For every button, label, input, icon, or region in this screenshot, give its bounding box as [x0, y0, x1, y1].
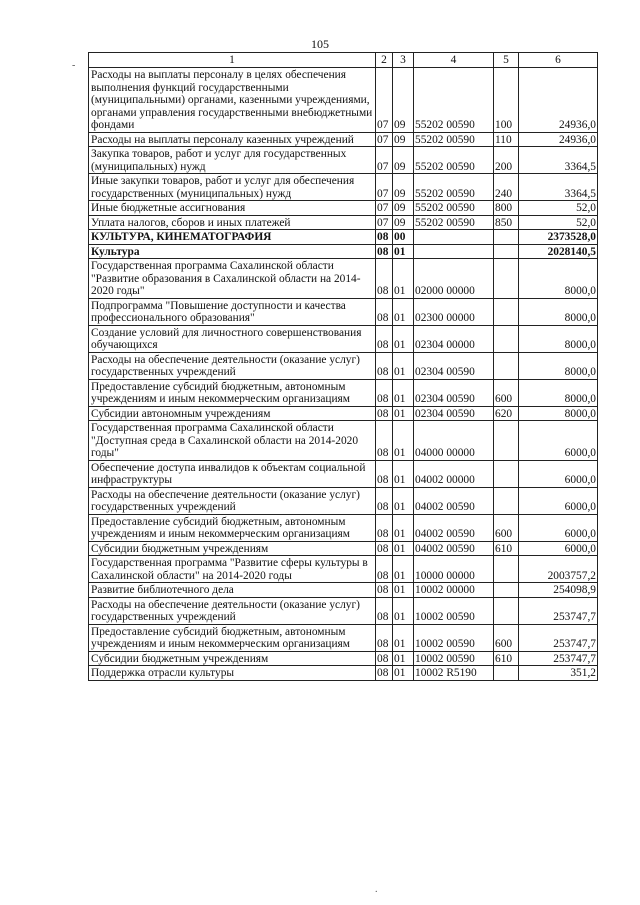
table-row — [89, 406, 598, 421]
section-code: 08 — [376, 487, 393, 514]
amount-value: 254098,9 — [519, 583, 598, 598]
row-description: Расходы на обеспечение деятельности (оказание услуг) государственных учреждений — [89, 487, 376, 514]
subsection-code: 09 — [393, 132, 414, 147]
subsection-code: 01 — [393, 298, 414, 325]
section-code: 08 — [376, 556, 393, 583]
subsection-code: 01 — [393, 460, 414, 487]
table-row — [89, 651, 598, 666]
target-article-code: 04002 00590 — [414, 487, 494, 514]
amount-value: 253747,7 — [519, 651, 598, 666]
table-row — [89, 352, 598, 379]
target-article-code: 04002 00590 — [414, 514, 494, 541]
target-article-code: 55202 00590 — [414, 68, 494, 133]
amount-value: 2028140,5 — [519, 244, 598, 259]
table-row — [89, 597, 598, 624]
expense-type-code — [494, 460, 519, 487]
table-row — [89, 541, 598, 556]
subsection-code: 01 — [393, 666, 414, 681]
section-code: 08 — [376, 325, 393, 352]
subsection-code: 01 — [393, 541, 414, 556]
target-article-code: 04000 00000 — [414, 421, 494, 461]
expense-type-code: 600 — [494, 379, 519, 406]
row-description: Предоставление субсидий бюджетным, автономным учреждениям и иным некоммерческим организациям — [89, 624, 376, 651]
row-description: Создание условий для личностного совершенствования обучающихся — [89, 325, 376, 352]
subsection-code: 01 — [393, 514, 414, 541]
subsection-code: 01 — [393, 406, 414, 421]
table-row — [89, 514, 598, 541]
section-code: 07 — [376, 132, 393, 147]
target-article-code: 02304 00590 — [414, 352, 494, 379]
section-code: 08 — [376, 666, 393, 681]
expense-type-code: 620 — [494, 406, 519, 421]
expense-type-code: 610 — [494, 541, 519, 556]
amount-value: 52,0 — [519, 201, 598, 216]
target-article-code — [414, 230, 494, 245]
expense-type-code — [494, 298, 519, 325]
row-description: Поддержка отрасли культуры — [89, 666, 376, 681]
subsection-code: 01 — [393, 487, 414, 514]
margin-mark: - — [72, 60, 76, 71]
row-description: КУЛЬТУРА, КИНЕМАТОГРАФИЯ — [89, 230, 376, 245]
subsection-code: 09 — [393, 68, 414, 133]
expense-type-code: 600 — [494, 624, 519, 651]
amount-value: 3364,5 — [519, 174, 598, 201]
subsection-code: 09 — [393, 174, 414, 201]
subsection-code: 01 — [393, 379, 414, 406]
subsection-code: 09 — [393, 147, 414, 174]
expense-type-code — [494, 597, 519, 624]
expense-type-code — [494, 556, 519, 583]
amount-value: 253747,7 — [519, 597, 598, 624]
expense-type-code: 610 — [494, 651, 519, 666]
target-article-code: 04002 00590 — [414, 541, 494, 556]
table-row — [89, 421, 598, 461]
expense-type-code — [494, 583, 519, 598]
subsection-code: 01 — [393, 352, 414, 379]
amount-value: 52,0 — [519, 215, 598, 230]
footer-mark: . — [375, 884, 378, 895]
row-description: Субсидии бюджетным учреждениям — [89, 651, 376, 666]
section-code: 08 — [376, 624, 393, 651]
amount-value: 8000,0 — [519, 352, 598, 379]
expense-type-code: 240 — [494, 174, 519, 201]
expense-type-code — [494, 421, 519, 461]
header-cell-2: 2 — [376, 53, 393, 68]
subsection-code: 01 — [393, 259, 414, 299]
row-description: Расходы на выплаты персоналу казенных учреждений — [89, 132, 376, 147]
section-code: 08 — [376, 230, 393, 245]
header-cell-5: 5 — [494, 53, 519, 68]
subsection-code: 01 — [393, 325, 414, 352]
table-row — [89, 132, 598, 147]
subsection-code: 00 — [393, 230, 414, 245]
header-cell-3: 3 — [393, 53, 414, 68]
section-code: 08 — [376, 597, 393, 624]
header-cell-6: 6 — [519, 53, 598, 68]
target-article-code: 02304 00000 — [414, 325, 494, 352]
section-code: 08 — [376, 352, 393, 379]
expense-type-code — [494, 487, 519, 514]
target-article-code: 10002 00590 — [414, 624, 494, 651]
row-description: Предоставление субсидий бюджетным, автономным учреждениям и иным некоммерческим организациям — [89, 379, 376, 406]
row-description: Государственная программа Сахалинской области "Развитие образования в Сахалинской области на 2014-2020 годы" — [89, 259, 376, 299]
target-article-code: 10002 00590 — [414, 597, 494, 624]
row-description: Расходы на выплаты персоналу в целях обеспечения выполнения функций государственными (муниципальными) органами, казенными учреждениями, органами управления государственными внебюджетными фондами — [89, 68, 376, 133]
subsection-code: 01 — [393, 244, 414, 259]
section-code: 07 — [376, 201, 393, 216]
amount-value: 8000,0 — [519, 406, 598, 421]
subsection-code: 01 — [393, 556, 414, 583]
row-description: Государственная программа "Развитие сферы культуры в Сахалинской области" на 2014-2020 годы — [89, 556, 376, 583]
expense-type-code: 850 — [494, 215, 519, 230]
expense-type-code — [494, 259, 519, 299]
section-code: 08 — [376, 298, 393, 325]
amount-value: 6000,0 — [519, 541, 598, 556]
expense-type-code: 800 — [494, 201, 519, 216]
row-description: Предоставление субсидий бюджетным, автономным учреждениям и иным некоммерческим организациям — [89, 514, 376, 541]
table-row — [89, 624, 598, 651]
table-row — [89, 230, 598, 245]
amount-value: 253747,7 — [519, 624, 598, 651]
row-description: Субсидии автономным учреждениям — [89, 406, 376, 421]
target-article-code: 10000 00000 — [414, 556, 494, 583]
target-article-code — [414, 244, 494, 259]
amount-value: 2373528,0 — [519, 230, 598, 245]
row-description: Подпрограмма "Повышение доступности и качества профессионального образования" — [89, 298, 376, 325]
section-code: 08 — [376, 460, 393, 487]
row-description: Уплата налогов, сборов и иных платежей — [89, 215, 376, 230]
target-article-code: 55202 00590 — [414, 201, 494, 216]
table-row — [89, 556, 598, 583]
amount-value: 8000,0 — [519, 379, 598, 406]
expense-type-code — [494, 244, 519, 259]
expense-type-code — [494, 666, 519, 681]
row-description: Государственная программа Сахалинской области "Доступная среда в Сахалинской области на 2014-2020 годы" — [89, 421, 376, 461]
expense-type-code — [494, 230, 519, 245]
table-row — [89, 325, 598, 352]
amount-value: 3364,5 — [519, 147, 598, 174]
table-row — [89, 298, 598, 325]
target-article-code: 10002 R5190 — [414, 666, 494, 681]
target-article-code: 02304 00590 — [414, 379, 494, 406]
table-row — [89, 215, 598, 230]
subsection-code: 09 — [393, 201, 414, 216]
table-row — [89, 583, 598, 598]
header-row — [89, 53, 598, 68]
table-row — [89, 379, 598, 406]
subsection-code: 01 — [393, 421, 414, 461]
section-code: 08 — [376, 583, 393, 598]
table-row — [89, 174, 598, 201]
page-number: 105 — [311, 37, 329, 51]
row-description: Развитие библиотечного дела — [89, 583, 376, 598]
subsection-code: 01 — [393, 597, 414, 624]
table-row — [89, 68, 598, 133]
table-body — [89, 68, 598, 681]
section-code: 07 — [376, 215, 393, 230]
target-article-code: 04002 00000 — [414, 460, 494, 487]
target-article-code: 55202 00590 — [414, 132, 494, 147]
subsection-code: 01 — [393, 651, 414, 666]
section-code: 08 — [376, 379, 393, 406]
amount-value: 6000,0 — [519, 460, 598, 487]
expense-type-code — [494, 352, 519, 379]
row-description: Культура — [89, 244, 376, 259]
row-description: Иные закупки товаров, работ и услуг для обеспечения государственных (муниципальных) нужд — [89, 174, 376, 201]
section-code: 08 — [376, 541, 393, 556]
header-cell-1: 1 — [89, 53, 376, 68]
subsection-code: 01 — [393, 624, 414, 651]
target-article-code: 02300 00000 — [414, 298, 494, 325]
amount-value: 8000,0 — [519, 259, 598, 299]
expense-type-code: 200 — [494, 147, 519, 174]
amount-value: 8000,0 — [519, 325, 598, 352]
subsection-code: 09 — [393, 215, 414, 230]
target-article-code: 55202 00590 — [414, 147, 494, 174]
section-code: 08 — [376, 514, 393, 541]
section-code: 07 — [376, 68, 393, 133]
expense-type-code: 600 — [494, 514, 519, 541]
section-code: 08 — [376, 244, 393, 259]
table-row — [89, 147, 598, 174]
amount-value: 8000,0 — [519, 298, 598, 325]
table-row — [89, 487, 598, 514]
expense-type-code: 100 — [494, 68, 519, 133]
amount-value: 24936,0 — [519, 68, 598, 133]
header-cell-4: 4 — [414, 53, 494, 68]
table-row — [89, 201, 598, 216]
target-article-code: 10002 00000 — [414, 583, 494, 598]
budget-table — [88, 52, 598, 681]
section-code: 07 — [376, 174, 393, 201]
section-code: 08 — [376, 421, 393, 461]
row-description: Расходы на обеспечение деятельности (оказание услуг) государственных учреждений — [89, 597, 376, 624]
row-description: Иные бюджетные ассигнования — [89, 201, 376, 216]
row-description: Расходы на обеспечение деятельности (оказание услуг) государственных учреждений — [89, 352, 376, 379]
expense-type-code: 110 — [494, 132, 519, 147]
amount-value: 24936,0 — [519, 132, 598, 147]
amount-value: 6000,0 — [519, 514, 598, 541]
row-description: Закупка товаров, работ и услуг для государственных (муниципальных) нужд — [89, 147, 376, 174]
row-description: Субсидии бюджетным учреждениям — [89, 541, 376, 556]
table-row — [89, 666, 598, 681]
section-code: 07 — [376, 147, 393, 174]
subsection-code: 01 — [393, 583, 414, 598]
target-article-code: 55202 00590 — [414, 215, 494, 230]
table-row — [89, 259, 598, 299]
section-code: 08 — [376, 651, 393, 666]
amount-value: 2003757,2 — [519, 556, 598, 583]
target-article-code: 02000 00000 — [414, 259, 494, 299]
row-description: Обеспечение доступа инвалидов к объектам социальной инфраструктуры — [89, 460, 376, 487]
table-row — [89, 244, 598, 259]
table-row — [89, 460, 598, 487]
target-article-code: 02304 00590 — [414, 406, 494, 421]
amount-value: 6000,0 — [519, 487, 598, 514]
target-article-code: 10002 00590 — [414, 651, 494, 666]
expense-type-code — [494, 325, 519, 352]
target-article-code: 55202 00590 — [414, 174, 494, 201]
amount-value: 351,2 — [519, 666, 598, 681]
section-code: 08 — [376, 259, 393, 299]
amount-value: 6000,0 — [519, 421, 598, 461]
section-code: 08 — [376, 406, 393, 421]
